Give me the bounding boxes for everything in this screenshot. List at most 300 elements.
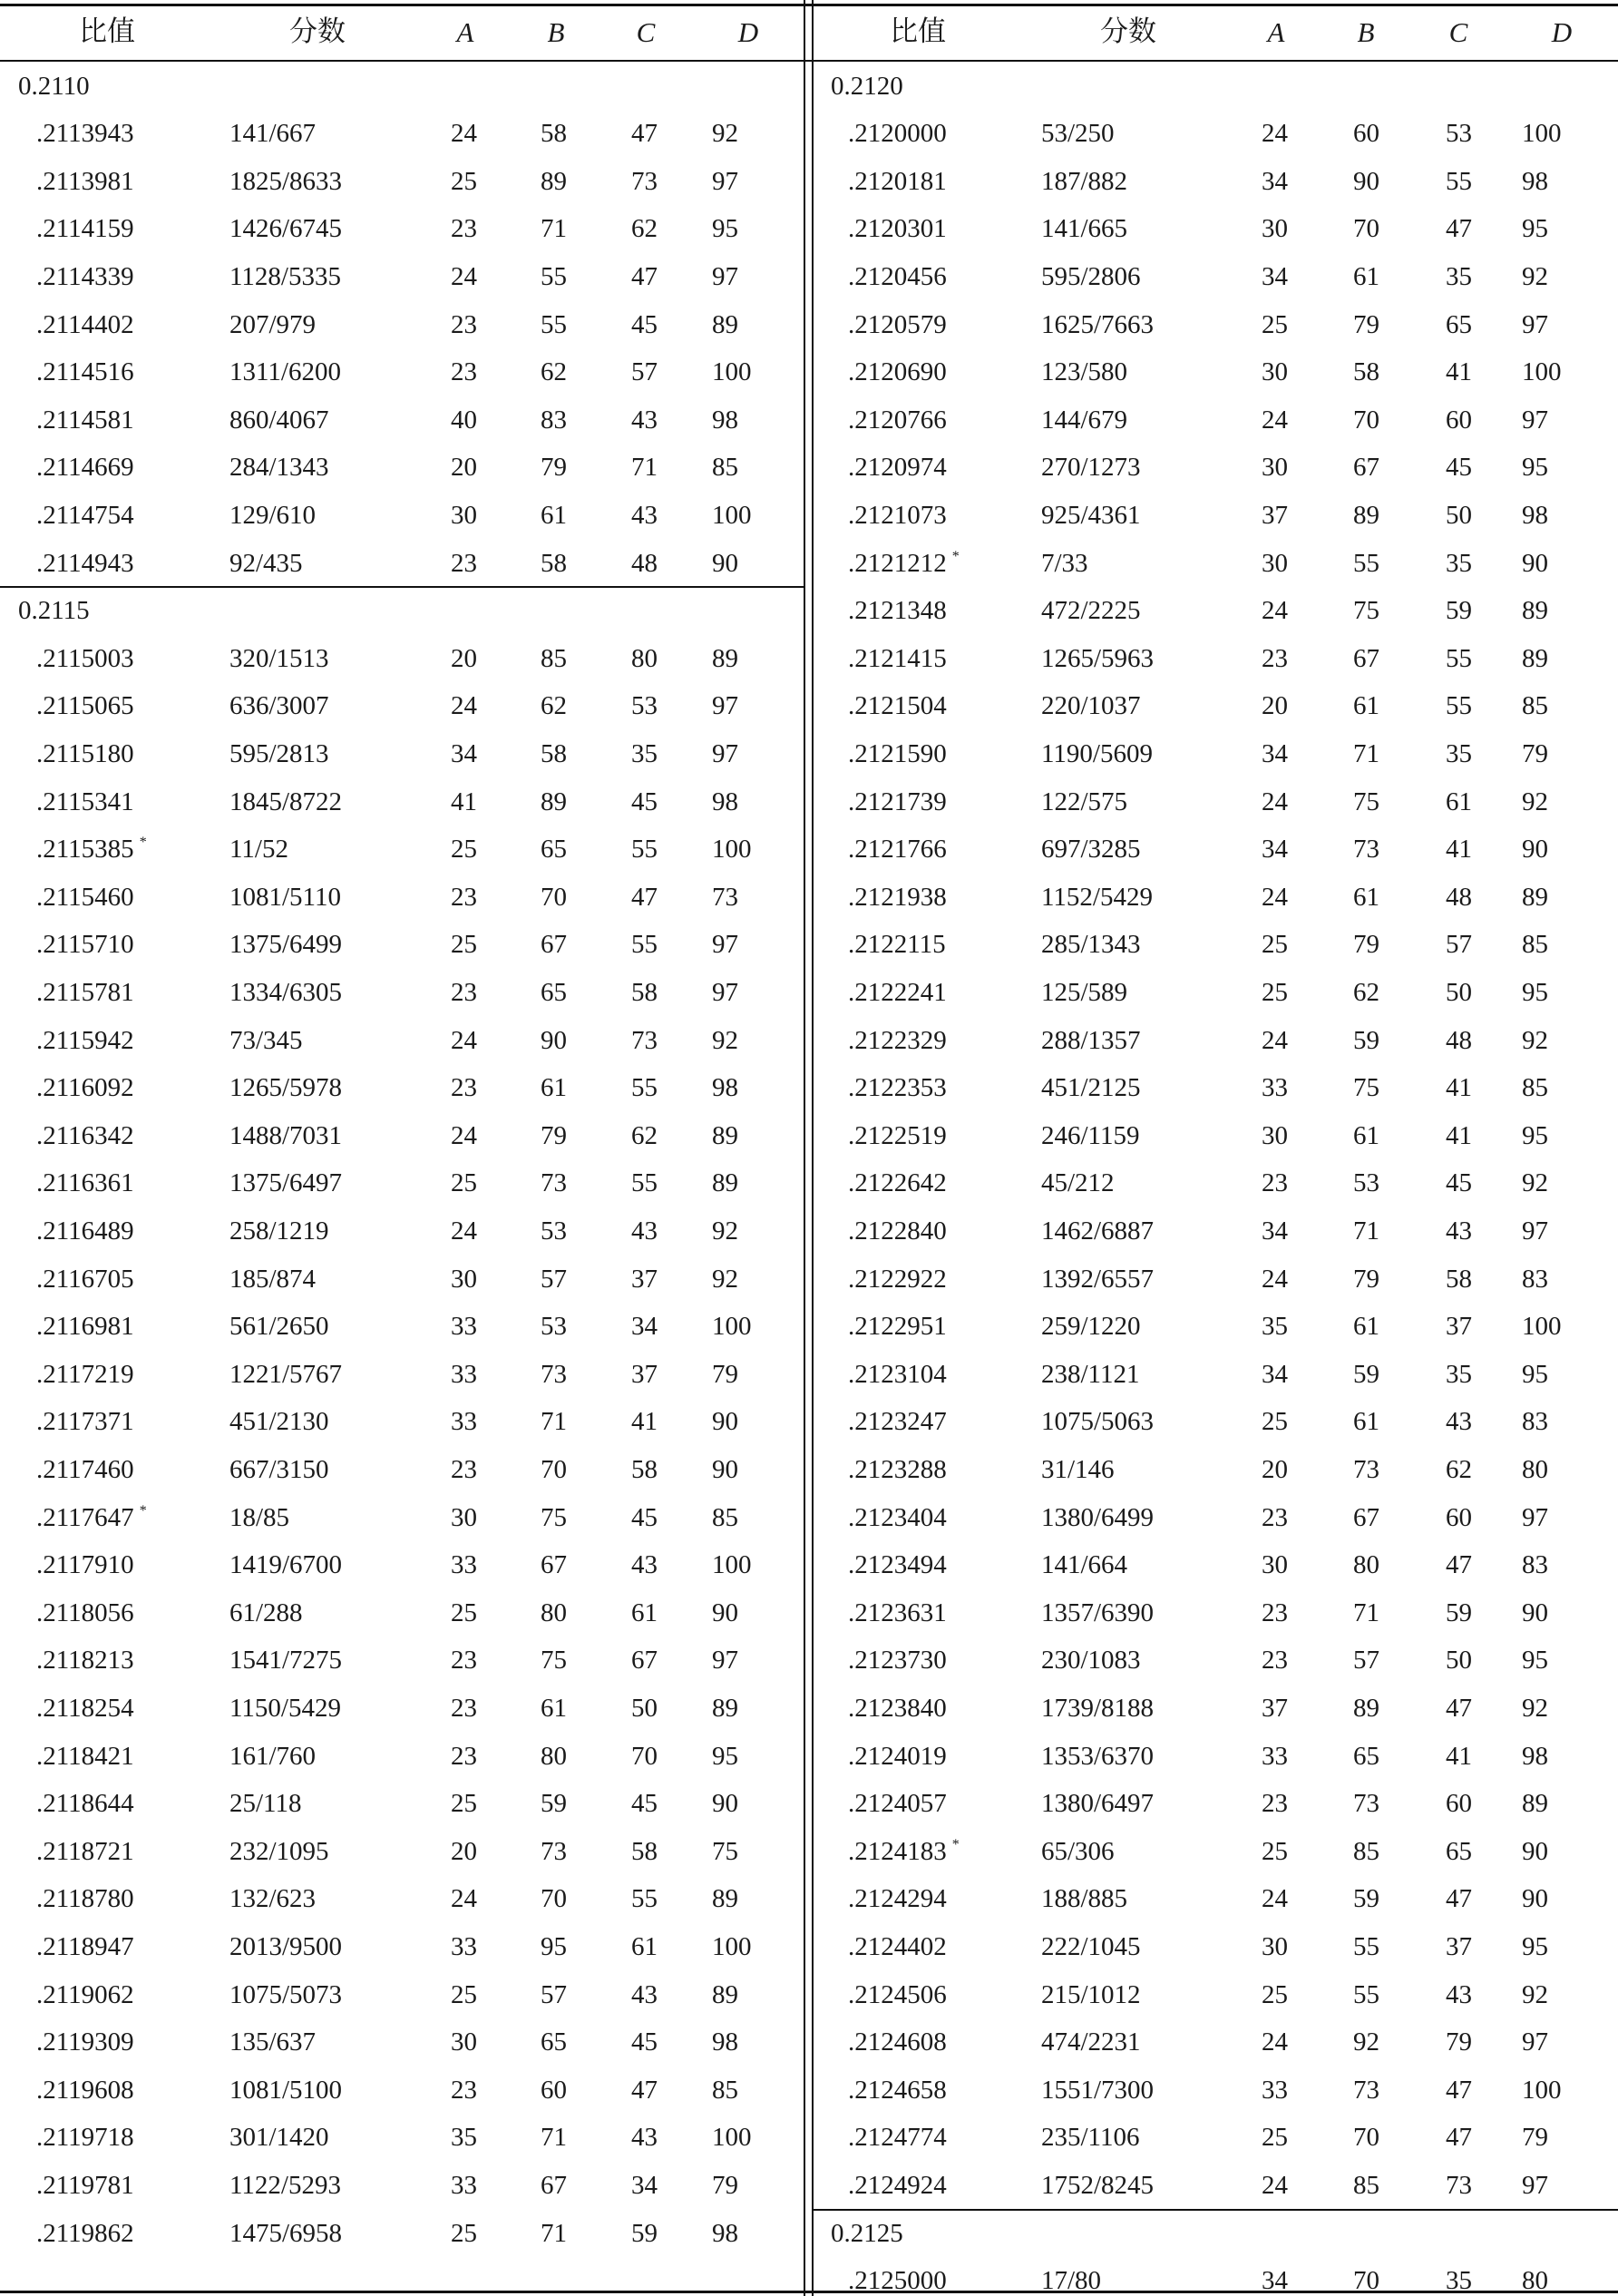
left-ratio-cell: .2118254 <box>36 1693 134 1723</box>
left-d-cell: 89 <box>712 1168 738 1198</box>
right-fraction-cell: 270/1273 <box>1041 453 1141 483</box>
left-d-cell: 98 <box>712 787 738 816</box>
right-ratio-cell: .2124294 <box>848 1884 947 1914</box>
right-ratio-cell: .2122951 <box>848 1312 947 1342</box>
right-d-cell: 83 <box>1522 1407 1548 1437</box>
left-a-cell: 24 <box>451 1025 477 1055</box>
right-b-cell: 61 <box>1353 261 1379 291</box>
left-ratio-cell: .2117910 <box>36 1550 134 1580</box>
right-header-c: C <box>1448 15 1468 48</box>
left-b-cell: 58 <box>541 548 567 578</box>
left-a-cell: 23 <box>451 2075 477 2105</box>
right-ratio-cell: .2124402 <box>848 1931 947 1961</box>
left-d-cell: 89 <box>712 309 738 339</box>
right-b-cell: 59 <box>1353 1884 1379 1914</box>
left-ratio-cell: .2118213 <box>36 1646 134 1676</box>
left-header-fraction: 分数 <box>289 15 346 48</box>
left-fraction-cell: 320/1513 <box>229 643 329 673</box>
left-d-cell: 98 <box>712 405 738 435</box>
left-b-cell: 71 <box>541 2218 567 2248</box>
right-fraction-cell: 235/1106 <box>1041 2123 1140 2153</box>
left-ratio-cell: .2118421 <box>36 1741 134 1771</box>
left-d-cell: 100 <box>712 1931 752 1961</box>
left-fraction-cell: 284/1343 <box>229 453 329 483</box>
right-c-cell: 58 <box>1446 1264 1472 1294</box>
right-a-cell: 24 <box>1262 1264 1288 1294</box>
left-d-cell: 95 <box>712 214 738 244</box>
left-ratio-cell: .2113981 <box>36 166 134 196</box>
right-c-cell: 60 <box>1446 405 1472 435</box>
left-d-cell: 90 <box>712 1789 738 1819</box>
left-d-cell: 97 <box>712 261 738 291</box>
right-ratio-cell: .2125000 <box>848 2266 947 2296</box>
left-ratio-cell: .2115385 * <box>36 835 147 865</box>
left-c-cell: 45 <box>631 1502 658 1532</box>
right-c-cell: 60 <box>1446 1789 1472 1819</box>
right-ratio-cell: .2122642 <box>848 1168 947 1198</box>
left-a-cell: 24 <box>451 1216 477 1246</box>
left-d-cell: 89 <box>712 1884 738 1914</box>
right-b-cell: 61 <box>1353 1312 1379 1342</box>
right-ratio-cell: .2124057 <box>848 1789 947 1819</box>
left-ratio-cell: .2118721 <box>36 1836 134 1866</box>
right-d-cell: 100 <box>1522 2075 1562 2105</box>
left-b-cell: 75 <box>541 1646 567 1676</box>
left-fraction-cell: 1419/6700 <box>229 1550 343 1580</box>
left-c-cell: 47 <box>631 261 658 291</box>
left-c-cell: 43 <box>631 1979 658 2009</box>
right-b-cell: 55 <box>1353 1979 1379 2009</box>
left-b-cell: 90 <box>541 1025 567 1055</box>
right-c-cell: 45 <box>1446 453 1472 483</box>
right-ratio-cell: .2120690 <box>848 357 947 387</box>
right-b-cell: 75 <box>1353 1073 1379 1103</box>
left-d-cell: 85 <box>712 2075 738 2105</box>
right-b-cell: 58 <box>1353 357 1379 387</box>
left-a-cell: 20 <box>451 453 477 483</box>
left-d-cell: 92 <box>712 119 738 149</box>
right-b-cell: 67 <box>1353 1502 1379 1532</box>
left-c-cell: 34 <box>631 1312 658 1342</box>
left-fraction-cell: 1081/5110 <box>229 882 341 912</box>
right-ratio-cell: .2120181 <box>848 166 947 196</box>
left-fraction-cell: 1825/8633 <box>229 166 343 196</box>
left-b-cell: 62 <box>541 691 567 721</box>
left-d-cell: 90 <box>712 548 738 578</box>
right-d-cell: 80 <box>1522 1454 1548 1484</box>
left-header-d: D <box>737 15 759 48</box>
left-fraction-cell: 18/85 <box>229 1502 290 1532</box>
left-ratio-cell: .2114754 <box>36 500 134 530</box>
right-d-cell: 92 <box>1522 1979 1548 2009</box>
right-d-cell: 100 <box>1522 119 1562 149</box>
right-fraction-cell: 65/306 <box>1041 1836 1115 1866</box>
left-c-cell: 80 <box>631 643 658 673</box>
left-a-cell: 35 <box>451 2123 477 2153</box>
right-c-cell: 35 <box>1446 261 1472 291</box>
left-ratio-cell: .2115942 <box>36 1025 134 1055</box>
right-b-cell: 71 <box>1353 1597 1379 1627</box>
left-b-cell: 73 <box>541 1836 567 1866</box>
right-fraction-cell: 1152/5429 <box>1041 882 1153 912</box>
right-b-cell: 75 <box>1353 596 1379 626</box>
right-b-cell: 73 <box>1353 1789 1379 1819</box>
left-b-cell: 95 <box>541 1931 567 1961</box>
right-c-cell: 47 <box>1446 1550 1472 1580</box>
left-d-cell: 73 <box>712 882 738 912</box>
right-c-cell: 57 <box>1446 930 1472 960</box>
left-ratio-cell: .2114402 <box>36 309 134 339</box>
left-c-cell: 43 <box>631 1550 658 1580</box>
left-d-cell: 79 <box>712 2170 738 2200</box>
right-fraction-cell: 472/2225 <box>1041 596 1141 626</box>
right-fraction-cell: 1752/8245 <box>1041 2170 1155 2200</box>
right-a-cell: 24 <box>1262 787 1288 816</box>
right-b-cell: 92 <box>1353 2027 1379 2057</box>
right-a-cell: 25 <box>1262 977 1288 1007</box>
right-fraction-cell: 697/3285 <box>1041 835 1141 865</box>
left-a-cell: 33 <box>451 1407 477 1437</box>
right-a-cell: 24 <box>1262 1025 1288 1055</box>
left-ratio-cell: .2119062 <box>36 1979 134 2009</box>
left-ratio-cell: .2114669 <box>36 453 134 483</box>
right-ratio-cell: .2123631 <box>848 1597 947 1627</box>
left-fraction-cell: 1541/7275 <box>229 1646 343 1676</box>
right-b-cell: 53 <box>1353 1168 1379 1198</box>
left-fraction-cell: 185/874 <box>229 1264 317 1294</box>
left-b-cell: 58 <box>541 738 567 768</box>
left-a-cell: 20 <box>451 643 477 673</box>
right-c-cell: 43 <box>1446 1979 1472 2009</box>
left-fraction-cell: 1845/8722 <box>229 787 343 816</box>
left-d-cell: 90 <box>712 1597 738 1627</box>
left-fraction-cell: 636/3007 <box>229 691 329 721</box>
right-fraction-cell: 259/1220 <box>1041 1312 1141 1342</box>
left-a-cell: 33 <box>451 2170 477 2200</box>
left-fraction-cell: 25/118 <box>229 1789 302 1819</box>
left-b-cell: 80 <box>541 1597 567 1627</box>
right-ratio-cell: .2121073 <box>848 500 947 530</box>
left-b-cell: 65 <box>541 977 567 1007</box>
right-fraction-cell: 141/665 <box>1041 214 1128 244</box>
left-fraction-cell: 232/1095 <box>229 1836 329 1866</box>
right-fraction-cell: 53/250 <box>1041 119 1115 149</box>
right-d-cell: 92 <box>1522 787 1548 816</box>
left-ratio-cell: .2116092 <box>36 1073 134 1103</box>
right-c-cell: 47 <box>1446 2123 1472 2153</box>
left-fraction-cell: 92/435 <box>229 548 303 578</box>
right-ratio-cell: .2121590 <box>848 738 947 768</box>
right-b-cell: 70 <box>1353 2123 1379 2153</box>
right-ratio-cell: .2122115 <box>848 930 946 960</box>
right-d-cell: 95 <box>1522 977 1548 1007</box>
right-c-cell: 35 <box>1446 2266 1472 2296</box>
left-ratio-cell: .2115180 <box>36 738 134 768</box>
right-b-cell: 85 <box>1353 2170 1379 2200</box>
right-d-cell: 98 <box>1522 166 1548 196</box>
right-b-cell: 55 <box>1353 548 1379 578</box>
left-fraction-cell: 301/1420 <box>229 2123 329 2153</box>
left-fraction-cell: 207/979 <box>229 309 317 339</box>
right-a-cell: 33 <box>1262 1741 1288 1771</box>
left-c-cell: 34 <box>631 2170 658 2200</box>
right-a-cell: 25 <box>1262 1836 1288 1866</box>
right-a-cell: 23 <box>1262 643 1288 673</box>
left-a-cell: 23 <box>451 1454 477 1484</box>
right-fraction-cell: 122/575 <box>1041 787 1128 816</box>
left-c-cell: 70 <box>631 1741 658 1771</box>
right-fraction-cell: 188/885 <box>1041 1884 1128 1914</box>
right-b-cell: 85 <box>1353 1836 1379 1866</box>
right-a-cell: 23 <box>1262 1597 1288 1627</box>
right-fraction-cell: 17/80 <box>1041 2266 1102 2296</box>
asterisk-mark: * <box>139 835 147 851</box>
left-a-cell: 25 <box>451 1979 477 2009</box>
left-ratio-cell: .2117371 <box>36 1407 134 1437</box>
left-d-cell: 100 <box>712 1550 752 1580</box>
right-ratio-cell: .2124924 <box>848 2170 947 2200</box>
left-c-cell: 35 <box>631 738 658 768</box>
right-a-cell: 30 <box>1262 357 1288 387</box>
right-d-cell: 95 <box>1522 1359 1548 1389</box>
right-fraction-cell: 1380/6497 <box>1041 1789 1155 1819</box>
left-c-cell: 45 <box>631 1789 658 1819</box>
right-ratio-cell: .2121938 <box>848 882 947 912</box>
left-ratio-cell: .2114943 <box>36 548 134 578</box>
right-b-cell: 89 <box>1353 500 1379 530</box>
right-d-cell: 89 <box>1522 596 1548 626</box>
right-d-cell: 95 <box>1522 1646 1548 1676</box>
right-header-b: B <box>1357 15 1375 48</box>
left-ratio-cell: .2117460 <box>36 1454 134 1484</box>
left-d-cell: 85 <box>712 1502 738 1532</box>
left-c-cell: 43 <box>631 500 658 530</box>
left-section-rule <box>0 586 804 588</box>
left-fraction-cell: 667/3150 <box>229 1454 329 1484</box>
left-b-cell: 62 <box>541 357 567 387</box>
left-b-cell: 57 <box>541 1979 567 2009</box>
left-fraction-cell: 135/637 <box>229 2027 317 2057</box>
right-b-cell: 70 <box>1353 405 1379 435</box>
right-b-cell: 89 <box>1353 1693 1379 1723</box>
right-b-cell: 59 <box>1353 1025 1379 1055</box>
right-ratio-cell: .2124608 <box>848 2027 947 2057</box>
left-a-cell: 25 <box>451 835 477 865</box>
right-section-rule <box>814 2209 1618 2211</box>
right-b-cell: 61 <box>1353 1407 1379 1437</box>
left-fraction-cell: 1221/5767 <box>229 1359 343 1389</box>
right-ratio-cell: .2120301 <box>848 214 947 244</box>
right-fraction-cell: 238/1121 <box>1041 1359 1140 1389</box>
right-a-cell: 37 <box>1262 1693 1288 1723</box>
right-ratio-cell: .2123840 <box>848 1693 947 1723</box>
left-ratio-cell: .2115341 <box>36 787 134 816</box>
right-ratio-cell: .2121212 * <box>848 548 960 578</box>
top-rule <box>0 4 1618 6</box>
left-a-cell: 23 <box>451 977 477 1007</box>
left-c-cell: 71 <box>631 453 658 483</box>
left-fraction-cell: 860/4067 <box>229 405 329 435</box>
left-c-cell: 53 <box>631 691 658 721</box>
right-a-cell: 34 <box>1262 1359 1288 1389</box>
right-fraction-cell: 285/1343 <box>1041 930 1141 960</box>
left-ratio-cell: .2115003 <box>36 643 134 673</box>
left-ratio-cell: .2114339 <box>36 261 134 291</box>
right-b-cell: 67 <box>1353 643 1379 673</box>
left-a-cell: 25 <box>451 166 477 196</box>
right-b-cell: 67 <box>1353 453 1379 483</box>
right-d-cell: 97 <box>1522 1502 1548 1532</box>
right-d-cell: 100 <box>1522 357 1562 387</box>
left-b-cell: 65 <box>541 2027 567 2057</box>
right-c-cell: 55 <box>1446 643 1472 673</box>
left-fraction-cell: 1128/5335 <box>229 261 341 291</box>
left-ratio-cell: .2114159 <box>36 214 134 244</box>
left-b-cell: 55 <box>541 309 567 339</box>
center-divider-left <box>804 0 805 2296</box>
left-fraction-cell: 2013/9500 <box>229 1931 343 1961</box>
asterisk-mark: * <box>951 548 960 564</box>
left-d-cell: 79 <box>712 1359 738 1389</box>
left-d-cell: 89 <box>712 1120 738 1150</box>
left-group-label: 0.2115 <box>18 596 90 626</box>
left-fraction-cell: 561/2650 <box>229 1312 329 1342</box>
right-a-cell: 23 <box>1262 1502 1288 1532</box>
left-ratio-cell: .2119608 <box>36 2075 134 2105</box>
left-ratio-cell: .2116489 <box>36 1216 134 1246</box>
right-a-cell: 35 <box>1262 1312 1288 1342</box>
left-a-cell: 25 <box>451 1168 477 1198</box>
left-a-cell: 24 <box>451 119 477 149</box>
left-c-cell: 55 <box>631 1073 658 1103</box>
right-d-cell: 92 <box>1522 261 1548 291</box>
right-fraction-cell: 1551/7300 <box>1041 2075 1155 2105</box>
left-c-cell: 59 <box>631 2218 658 2248</box>
left-ratio-cell: .2118947 <box>36 1931 134 1961</box>
right-a-cell: 33 <box>1262 2075 1288 2105</box>
left-d-cell: 98 <box>712 1073 738 1103</box>
left-fraction-cell: 73/345 <box>229 1025 303 1055</box>
right-d-cell: 97 <box>1522 2170 1548 2200</box>
right-c-cell: 61 <box>1446 787 1472 816</box>
right-a-cell: 24 <box>1262 119 1288 149</box>
right-d-cell: 100 <box>1522 1312 1562 1342</box>
right-c-cell: 41 <box>1446 1073 1472 1103</box>
left-fraction-cell: 1375/6499 <box>229 930 343 960</box>
left-a-cell: 23 <box>451 1646 477 1676</box>
right-b-cell: 60 <box>1353 119 1379 149</box>
left-fraction-cell: 1311/6200 <box>229 357 341 387</box>
left-c-cell: 43 <box>631 1216 658 1246</box>
left-c-cell: 37 <box>631 1359 658 1389</box>
right-c-cell: 41 <box>1446 1120 1472 1150</box>
left-c-cell: 47 <box>631 2075 658 2105</box>
left-c-cell: 61 <box>631 1931 658 1961</box>
right-ratio-cell: .2121348 <box>848 596 947 626</box>
left-d-cell: 100 <box>712 835 752 865</box>
left-d-cell: 100 <box>712 500 752 530</box>
right-c-cell: 35 <box>1446 548 1472 578</box>
left-fraction-cell: 1075/5073 <box>229 1979 343 2009</box>
right-c-cell: 73 <box>1446 2170 1472 2200</box>
left-b-cell: 89 <box>541 787 567 816</box>
right-b-cell: 70 <box>1353 214 1379 244</box>
left-b-cell: 75 <box>541 1502 567 1532</box>
left-a-cell: 24 <box>451 1120 477 1150</box>
right-ratio-cell: .2124506 <box>848 1979 947 2009</box>
right-b-cell: 79 <box>1353 1264 1379 1294</box>
right-a-cell: 25 <box>1262 309 1288 339</box>
right-b-cell: 73 <box>1353 2075 1379 2105</box>
right-ratio-cell: .2123104 <box>848 1359 947 1389</box>
right-ratio-cell: .2120974 <box>848 453 947 483</box>
right-fraction-cell: 246/1159 <box>1041 1120 1140 1150</box>
left-d-cell: 97 <box>712 1646 738 1676</box>
left-d-cell: 90 <box>712 1454 738 1484</box>
right-header-d: D <box>1551 15 1573 48</box>
left-a-cell: 30 <box>451 1264 477 1294</box>
right-d-cell: 85 <box>1522 930 1548 960</box>
left-b-cell: 60 <box>541 2075 567 2105</box>
right-b-cell: 70 <box>1353 2266 1379 2296</box>
right-d-cell: 80 <box>1522 2266 1548 2296</box>
right-fraction-cell: 1190/5609 <box>1041 738 1153 768</box>
left-fraction-cell: 141/667 <box>229 119 317 149</box>
left-a-cell: 23 <box>451 309 477 339</box>
right-ratio-cell: .2122519 <box>848 1120 947 1150</box>
right-d-cell: 95 <box>1522 453 1548 483</box>
left-a-cell: 24 <box>451 1884 477 1914</box>
left-ratio-cell: .2116705 <box>36 1264 134 1294</box>
right-fraction-cell: 45/212 <box>1041 1168 1115 1198</box>
right-header-ratio: 比值 <box>890 15 946 48</box>
right-b-cell: 62 <box>1353 977 1379 1007</box>
right-ratio-cell: .2122241 <box>848 977 947 1007</box>
right-a-cell: 33 <box>1262 1073 1288 1103</box>
center-divider-right <box>812 0 814 2296</box>
left-a-cell: 23 <box>451 357 477 387</box>
right-fraction-cell: 1739/8188 <box>1041 1693 1155 1723</box>
left-c-cell: 47 <box>631 882 658 912</box>
left-c-cell: 67 <box>631 1646 658 1676</box>
right-fraction-cell: 474/2231 <box>1041 2027 1141 2057</box>
left-c-cell: 73 <box>631 166 658 196</box>
left-a-cell: 25 <box>451 2218 477 2248</box>
right-a-cell: 34 <box>1262 1216 1288 1246</box>
right-ratio-cell: .2121415 <box>848 643 947 673</box>
left-ratio-cell: .2119718 <box>36 2123 134 2153</box>
left-d-cell: 97 <box>712 738 738 768</box>
right-b-cell: 61 <box>1353 882 1379 912</box>
right-ratio-cell: .2122353 <box>848 1073 947 1103</box>
right-a-cell: 30 <box>1262 1931 1288 1961</box>
right-d-cell: 79 <box>1522 738 1548 768</box>
right-a-cell: 25 <box>1262 1407 1288 1437</box>
left-a-cell: 41 <box>451 787 477 816</box>
left-a-cell: 25 <box>451 930 477 960</box>
right-b-cell: 79 <box>1353 309 1379 339</box>
left-fraction-cell: 129/610 <box>229 500 317 530</box>
right-fraction-cell: 31/146 <box>1041 1454 1115 1484</box>
left-c-cell: 55 <box>631 930 658 960</box>
left-ratio-cell: .2116361 <box>36 1168 134 1198</box>
left-a-cell: 23 <box>451 1693 477 1723</box>
left-group-label: 0.2110 <box>18 71 90 101</box>
left-header-c: C <box>636 15 656 48</box>
right-d-cell: 89 <box>1522 643 1548 673</box>
right-c-cell: 43 <box>1446 1407 1472 1437</box>
right-fraction-cell: 1353/6370 <box>1041 1741 1155 1771</box>
